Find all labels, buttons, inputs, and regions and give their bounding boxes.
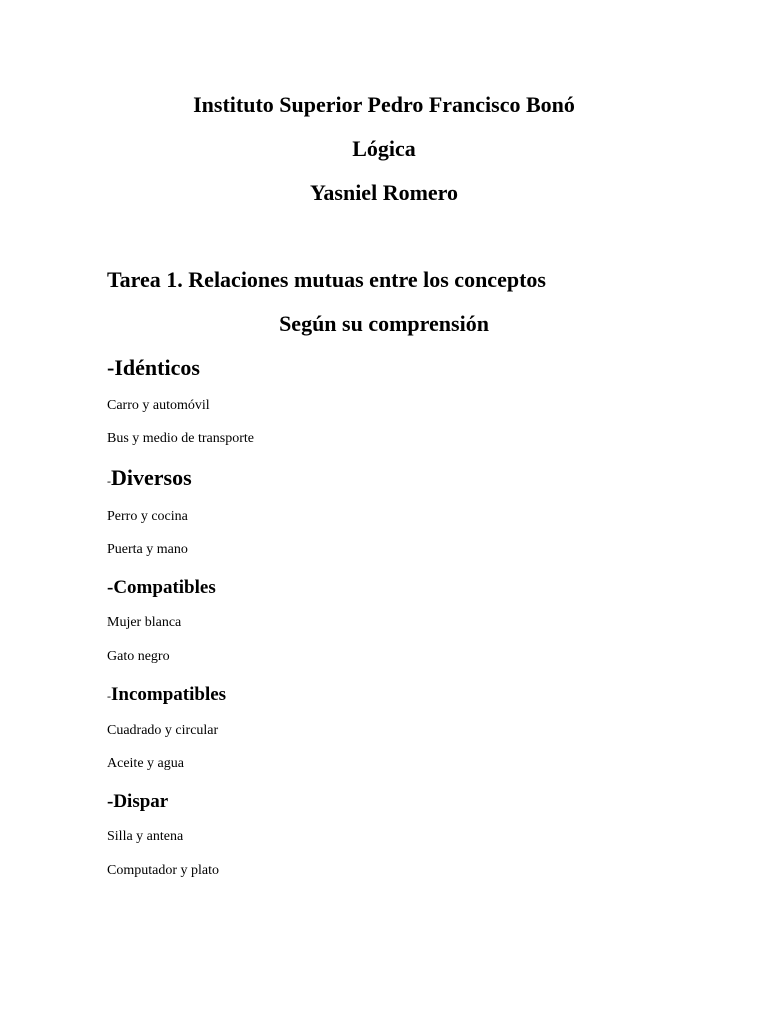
list-item: Bus y medio de transporte (107, 431, 254, 446)
section-heading-diversos (107, 465, 192, 494)
section-label: Diversos (111, 465, 192, 490)
list-item: Silla y antena (107, 829, 184, 844)
list-item: Puerta y mano (107, 542, 188, 557)
section-prefix: - (107, 355, 115, 380)
list-item: Perro y cocina (107, 509, 188, 524)
section-prefix: - (107, 689, 111, 703)
list-item: Carro y automóvil (107, 398, 210, 413)
list-item: Mujer blanca (107, 615, 182, 630)
section-label: Idénticos (114, 355, 200, 380)
section-label: Compatibles (113, 577, 216, 598)
list-item: Cuadrado y circular (107, 723, 219, 738)
task-subtitle: Según su comprensión (279, 311, 489, 336)
section-heading-identicos (107, 355, 200, 381)
task-title: Tarea 1. Relaciones mutuas entre los conceptos (107, 267, 546, 292)
section-label: Dispar (113, 791, 169, 812)
section-heading-compatibles (107, 575, 216, 601)
list-item: Gato negro (107, 649, 170, 664)
institution-title: Instituto Superior Pedro Francisco Bonó (193, 92, 575, 117)
list-item: Aceite y agua (107, 756, 184, 771)
section-prefix: - (107, 474, 111, 488)
section-prefix: - (107, 577, 114, 598)
section-heading-incompatibles (107, 682, 226, 709)
author-name: Yasniel Romero (309, 180, 459, 205)
list-item: Computador y plato (107, 863, 219, 878)
subject-title: Lógica (352, 136, 416, 161)
section-prefix: - (107, 791, 114, 812)
section-label: Incompatibles (111, 684, 227, 705)
section-heading-dispar (107, 789, 168, 815)
